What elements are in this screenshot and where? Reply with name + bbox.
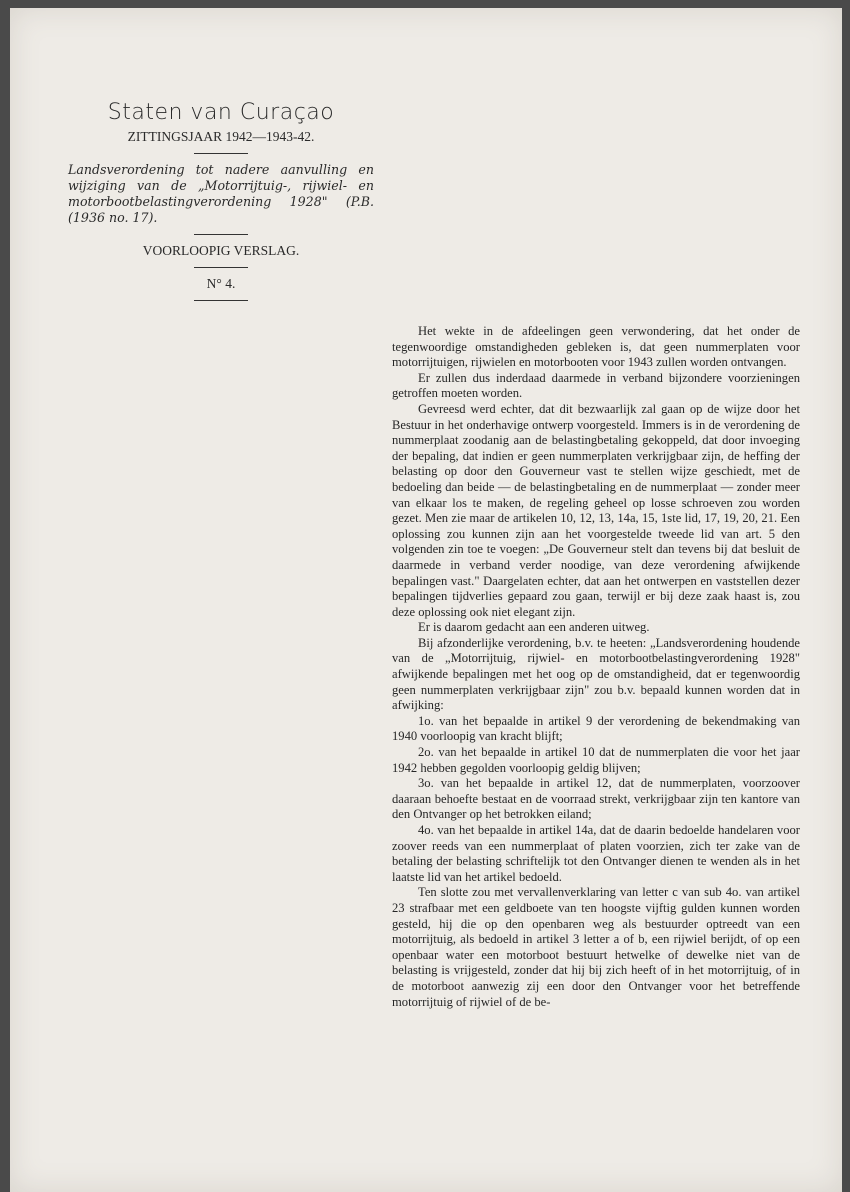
paragraph: Er zullen dus inderdaad daarmede in verband bijzondere voorzieningen getroffen moeten worden. [392, 370, 800, 401]
document-header [68, 100, 374, 309]
paragraph: Bij afzonderlijke verordening, b.v. te heeten: „Landsverordening houdende van de „Motorrijtuig, rijwiel- en motorbootbelastingverordening 1928" afwijkende bepalingen met het oog op de omstandigheid, dat er tegenwoordig geen nummerplaten verkrijgbaar zijn" zou b.v. bepaald kunnen worden dat in afwijking: [392, 635, 800, 713]
divider [194, 300, 248, 301]
divider [194, 234, 248, 235]
page-title: Staten van Curaçao [107, 100, 335, 125]
paragraph: Het wekte in de afdeelingen geen verwondering, dat het onder de tegenwoordige omstandigheden gebleken is, dat geen nummerplaten voor motorrijtuigen, rijwielen en motorbooten voor 1943 zullen worden ontvangen. [392, 324, 800, 370]
list-item: 2o. van het bepaalde in artikel 10 dat de nummerplaten die voor het jaar 1942 hebben gegolden voorloopig geldig blijven; [392, 745, 800, 775]
paragraph: Gevreesd werd echter, dat dit bezwaarlijk zal gaan op de wijze door het Bestuur in het onderhavige ontwerp voorgesteld. Immers is in de verordening de nummerplaat zoodanig aan de belastingbetaling gekoppeld, dat door invoeging der bepaling, dat indien er geen nummerplaten verkrijgbaar zijn, de heffing der belasting op door den Gouverneur vast te stellen wijze geschiedt, met de bedoeling dan beide — de belastingbetaling en de nummerplaat — zonder meer van elkaar los te maken, de regeling geheel op losse schroeven zou worden gezet. Men zie maar de artikelen 10, 12, 13, 14a, 15, 1ste lid, 17, 19, 20, 21. Een oplossing zou kunnen zijn aan het voorgestelde tweede lid van art. 5 den volgenden zin toe te voegen: „De Gouverneur stelt dan tevens bij dat besluit de daarmede in verband verder noodige, van deze verordening afwijkende bepalingen vast." Daargelaten echter, dat aan het ontwerpen en vaststellen dezer bepalingen tijdverlies gepaard zou gaan, terwijl er bij deze zaak haast is, zou deze oplossing ook niet elegant zijn. [392, 401, 800, 619]
paragraph: Er is daarom gedacht aan een anderen uitweg. [418, 620, 650, 635]
document-number: N° 4. [206, 276, 236, 291]
document-page [10, 8, 842, 1192]
list-item: 3o. van het bepaalde in artikel 12, dat de nummerplaten, voorzoover daaraan behoefte bestaat en de voorraad strekt, verkrijgbaar zijn ten kantore van den Ontvanger op het betrokken eiland; [392, 776, 800, 822]
report-body [392, 324, 800, 1010]
report-title: VOORLOOPIG VERSLAG. [142, 243, 300, 258]
divider [194, 267, 248, 268]
divider [194, 153, 248, 154]
paragraph: Ten slotte zou met vervallenverklaring van letter c van sub 4o. van artikel 23 strafbaar met een geldboete van ten hoogste vijftig gulden kunnen worden gesteld, hij die op den openbaren weg als bestuurder optreedt van een motorrijtuig, als bedoeld in artikel 3 letter a of b, een rijwiel berijdt, of op een openbaar water een motorboot bestuurt hetwelke of dewelke niet van de belasting is vrijgesteld, zonder dat hij bij zich heeft of in het motorrijtuig, of in de motorboot aanwezig zij een door den Ontvanger voor het betreffende motorrijtuig of rijwiel of de be- [392, 885, 800, 1009]
subject-text: Landsverordening tot nadere aanvulling en wijziging van de „Motorrijtuig-, rijwiel- en motorbootbelastingverordening 1928" (P.B. (1936 no. 17). [68, 162, 374, 225]
list-item: 4o. van het bepaalde in artikel 14a, dat de daarin bedoelde handelaren voor zoover reeds van een nummerplaat of platen voorzien, zich ter zake van de betaling der belasting schriftelijk tot den Ontvanger dienen te wenden als in het laatste lid van het artikel bedoeld. [392, 823, 800, 884]
list-item: 1o. van het bepaalde in artikel 9 der verordening de bekendmaking van 1940 voorloopig van kracht blijft; [392, 713, 800, 744]
session-year: ZITTINGSJAAR 1942—1943-42. [127, 129, 315, 144]
